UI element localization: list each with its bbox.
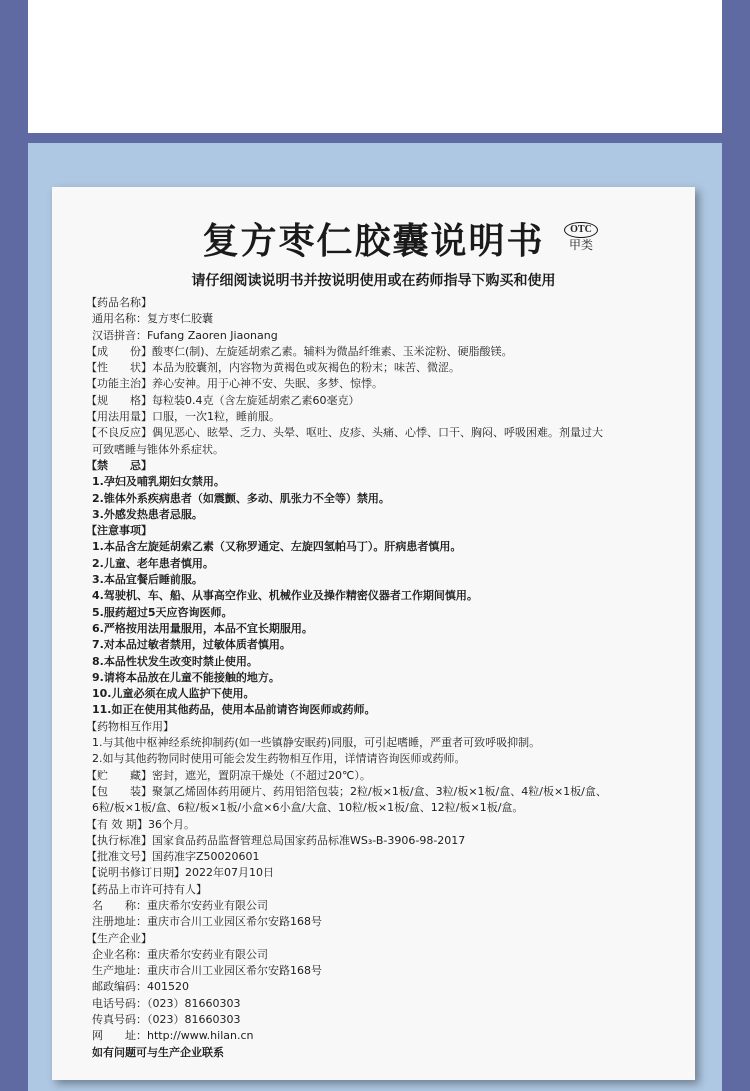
precaution-item: 3.本品宜餐后睡前服。 — [92, 573, 203, 587]
fax: 传真号码：（023）81660303 — [92, 1013, 241, 1027]
pinyin-name: 汉语拼音：Fufang Zaoren Jiaonang — [92, 328, 278, 342]
contraindication-item: 2.锥体外系疾病患者（如震颤、多动、肌张力不全等）禁用。 — [92, 491, 390, 505]
instruction-content — [86, 295, 686, 1061]
manufacturer-address: 生产地址：重庆市合川工业园区希尔安路168号 — [92, 964, 322, 978]
precaution-item: 11.如正在使用其他药品，使用本品前请咨询医师或药师。 — [92, 703, 376, 717]
otc-mark: OTC — [564, 222, 598, 238]
precaution-item: 10.儿童必须在成人监护下使用。 — [92, 687, 255, 701]
interaction-item: 1.与其他中枢神经系统抑制药(如一些镇静安眠药)同服，可引起嗜睡，严重者可致呼吸抑制。 — [92, 736, 541, 750]
precaution-item: 5.服药超过5天应咨询医师。 — [92, 605, 233, 619]
section-drug-name: 【药品名称】 — [86, 296, 152, 309]
section-interactions: 【药物相互作用】 — [86, 719, 174, 733]
contact-note: 如有问题可与生产企业联系 — [92, 1045, 224, 1059]
revision-date: 【说明书修订日期】2022年07月10日 — [86, 866, 274, 880]
instruction-sheet — [52, 187, 695, 1080]
precaution-item: 8.本品性状发生改变时禁止使用。 — [92, 654, 258, 668]
subtitle: 请仔细阅读说明书并按说明使用或在药师指导下购买和使用 — [191, 273, 556, 289]
packaging: 【包 装】聚氯乙烯固体药用硬片、药用铝箔包装；2粒/板×1板/盒、3粒/板×1板/盒、4粒/板×1板/盒、 — [86, 784, 607, 798]
contraindication-item: 1.孕妇及哺乳期妇女禁用。 — [92, 475, 225, 489]
contraindication-item: 3.外感发热患者忌服。 — [92, 507, 203, 521]
otc-badge — [562, 217, 600, 252]
section-contraindications: 【禁 忌】 — [86, 458, 152, 472]
otc-class: 甲类 — [568, 238, 593, 252]
specification: 【规 格】每粒装0.4克（含左旋延胡索乙素60毫克） — [86, 393, 360, 407]
adverse-reactions: 【不良反应】偶见恶心、眩晕、乏力、头晕、呕吐、皮疹、头痛、心悸、口干、胸闷、呼吸困难。剂量过大 — [86, 426, 603, 440]
postal-code: 邮政编码：401520 — [92, 980, 189, 994]
adverse-reactions-cont: 可致嗜睡与锥体外系症状。 — [92, 442, 224, 456]
indications: 【功能主治】养心安神。用于心神不安、失眠、多梦、惊悸。 — [86, 377, 383, 391]
top-white-card — [28, 0, 722, 133]
holder-name: 名 称：重庆希尔安药业有限公司 — [92, 898, 268, 912]
page-title: 复方枣仁胶囊说明书 — [202, 221, 545, 262]
description: 【性 状】本品为胶囊剂，内容物为黄褐色或灰褐色的粉末；味苦、微涩。 — [86, 361, 460, 375]
holder-address: 注册地址：重庆市合川工业园区希尔安路168号 — [92, 915, 322, 929]
precaution-item: 2.儿童、老年患者慎用。 — [92, 556, 214, 570]
section-manufacturer: 【生产企业】 — [86, 931, 152, 945]
expiry: 【有 效 期】36个月。 — [86, 817, 195, 831]
precaution-item: 6.严格按用法用量服用，本品不宜长期服用。 — [92, 621, 313, 635]
approval-number: 【批准文号】国药准字Z50020601 — [86, 850, 260, 864]
precaution-item: 1.本品含左旋延胡索乙素（又称罗通定、左旋四氢帕马丁）。肝病患者慎用。 — [92, 540, 462, 554]
interaction-item: 2.如与其他药物同时使用可能会发生药物相互作用，详情请咨询医师或药师。 — [92, 752, 466, 766]
dosage: 【用法用量】口服，一次1粒，睡前服。 — [86, 410, 280, 424]
standard: 【执行标准】国家食品药品监督管理总局国家药品标准WS₃-B-3906-98-2017 — [86, 833, 466, 847]
manufacturer-name: 企业名称：重庆希尔安药业有限公司 — [92, 947, 268, 961]
storage: 【贮 藏】密封，遮光，置阴凉干燥处（不超过20℃）。 — [86, 768, 371, 782]
ingredients: 【成 份】酸枣仁(制)、左旋延胡索乙素。辅料为微晶纤维素、玉米淀粉、硬脂酸镁。 — [86, 344, 513, 358]
section-license-holder: 【药品上市许可持有人】 — [86, 882, 207, 896]
phone: 电话号码：（023）81660303 — [92, 996, 241, 1010]
precaution-item: 9.请将本品放在儿童不能接触的地方。 — [92, 670, 280, 684]
website: 网 址：http://www.hilan.cn — [92, 1029, 254, 1043]
packaging-cont: 6粒/板×1板/盒、6粒/板×1板/小盒×6小盒/大盒、10粒/板×1板/盒、12粒/板×1板/盒。 — [92, 801, 524, 815]
precaution-item: 7.对本品过敏者禁用，过敏体质者慎用。 — [92, 638, 291, 652]
generic-name: 通用名称：复方枣仁胶囊 — [92, 312, 213, 326]
precaution-item: 4.驾驶机、车、船、从事高空作业、机械作业及操作精密仪器者工作期间慎用。 — [92, 589, 478, 603]
section-precautions: 【注意事项】 — [86, 524, 152, 538]
